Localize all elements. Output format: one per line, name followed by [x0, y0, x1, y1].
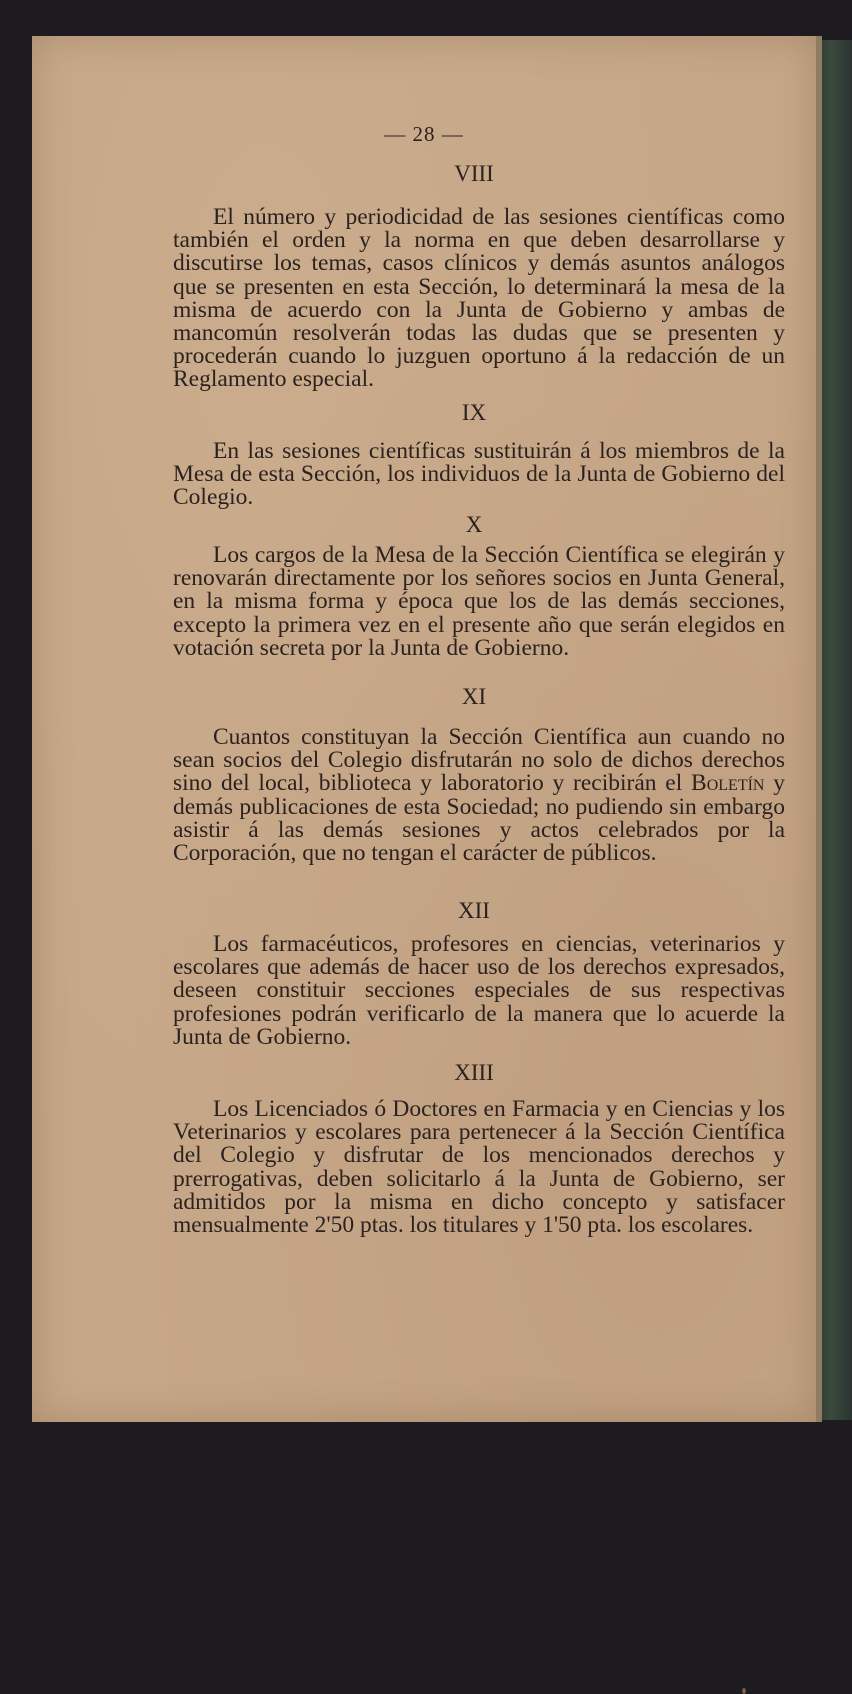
document-page — [32, 36, 816, 1422]
section-text-xi-part2: y demás publicaciones de esta Sociedad; no pudiendo sin embargo asistir á las demás sesiones y actos celebrados por la Corporación, que no tengan el carácter de públicos. — [173, 770, 785, 867]
section-heading-xiii: XIII — [454, 1060, 494, 1085]
section-text-xi-part1: Cuantos constituyan la Sección Científica aun cuando no sean socios del Colegio disfrutarán no solo de dichos derechos sino del local, biblioteca y laboratorio y recibirán el — [173, 724, 785, 797]
section-heading-viii: VIII — [454, 161, 494, 186]
section-text-xiii: Los Licenciados ó Doctores en Farmacia y en Ciencias y los Veterinarios y escolares para pertenecer á la Sección Científica del Colegio y disfrutar de los mencionados derechos y prerrogativas, deben solicitarlo á la Junta de Gobierno, ser admitidos por la misma en dicho concepto y satisfacer mensualmente 2'50 ptas. los titulares y 1'50 pta. los escolares. — [173, 1096, 785, 1239]
section-heading-xii: XII — [458, 898, 490, 923]
section-heading-x: X — [465, 512, 483, 537]
page-edge — [816, 36, 822, 1422]
section-text-viii: El número y periodicidad de las sesiones científicas como también el orden y la norma en que deben desarrollarse y discutirse los temas, casos clínicos y demás asuntos análogos que se presenten en esta Sección, lo determinará la mesa de la misma de acuerdo con la Junta de Gobierno y ambas de mancomún resolverán todas las dudas que se presenten y procederán cuando lo juzguen oportuno á la redacción de un Reglamento especial. — [173, 204, 785, 393]
section-heading-xi: XI — [461, 684, 487, 709]
page-number: — 28 — — [384, 122, 464, 146]
section-text-x: Los cargos de la Mesa de la Sección Científica se elegirán y renovarán directamente por los señores socios en Junta General, en la misma forma y época que los de las demás secciones, excepto la primera vez en el presente año que serán elegidos en votación secreta por la Junta de Gobierno. — [173, 542, 785, 661]
boletin-small-caps: Boletín — [691, 770, 765, 797]
paper-speck — [742, 1688, 746, 1694]
section-heading-ix: IX — [461, 400, 487, 425]
section-text-xi — [173, 726, 785, 865]
section-text-ix: En las sesiones científicas sustituirán á los miembros de la Mesa de esta Sección, los individuos de la Junta de Gobierno del Colegio. — [173, 438, 785, 511]
section-text-xii: Los farmacéuticos, profesores en ciencias, veterinarios y escolares que además de hacer uso de los derechos expresados, deseen constituir secciones especiales de sus respectivas profesiones podrán verificarlo de la manera que lo acuerde la Junta de Gobierno. — [173, 931, 785, 1050]
